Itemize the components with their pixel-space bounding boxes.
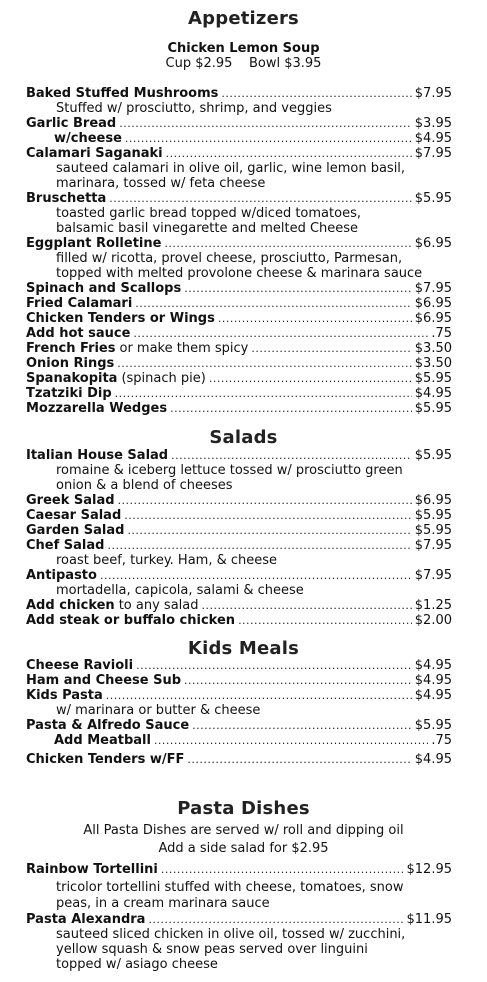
pasta-note: All Pasta Dishes are served w/ roll and dipping oil bbox=[83, 823, 404, 838]
soup-title: Chicken Lemon Soup bbox=[167, 41, 320, 56]
salads-heading: Salads bbox=[209, 427, 278, 448]
item-description: romaine & iceberg lettuce tossed w/ prosciutto green bbox=[56, 463, 403, 478]
item-description: onion & a blend of cheeses bbox=[56, 478, 233, 493]
menu-item: w/cheese ..... $4.95 bbox=[26, 131, 452, 146]
item-description: tricolor tortellini stuffed with cheese, tomatoes, snow bbox=[56, 880, 404, 895]
menu-item: Onion Rings ..... $3.50 bbox=[26, 356, 452, 371]
item-description: peas, in a cream marinara sauce bbox=[56, 896, 270, 911]
kids-heading: Kids Meals bbox=[187, 638, 300, 659]
menu-item: Greek Salad ..... $6.95 bbox=[26, 493, 452, 508]
item-description: filled w/ ricotta, provel cheese, prosciutto, Parmesan, bbox=[56, 251, 403, 266]
item-description: Stuffed w/ prosciutto, shrimp, and veggies bbox=[56, 101, 332, 116]
item-description: mortadella, capicola, salami & cheese bbox=[56, 583, 304, 598]
menu-item: Garden Salad ..... $5.95 bbox=[26, 523, 452, 538]
menu-item: Mozzarella Wedges ..... $5.95 bbox=[26, 401, 452, 416]
item-description: topped with melted provolone cheese & marinara sauce bbox=[56, 266, 423, 281]
menu-item: Antipasto ..... $7.95 bbox=[26, 568, 452, 583]
menu-item: Calamari Saganaki ..... $7.95 bbox=[26, 146, 452, 161]
menu-item: Spinach and Scallops ..... $7.95 bbox=[26, 281, 452, 296]
menu-item: Chef Salad ..... $7.95 bbox=[26, 538, 452, 553]
menu-item: Pasta & Alfredo Sauce ..... $5.95 bbox=[26, 718, 452, 733]
menu-item: Spanakopita (spinach pie) ..... $5.95 bbox=[26, 371, 452, 386]
menu-item: Cheese Ravioli ..... $4.95 bbox=[26, 658, 452, 673]
item-description: sauteed sliced chicken in olive oil, tossed w/ zucchini, bbox=[56, 927, 406, 942]
menu-item: Garlic Bread ..... $3.95 bbox=[26, 116, 452, 131]
menu-item: Kids Pasta ..... $4.95 bbox=[26, 688, 452, 703]
menu-item: Pasta Alexandra ..... $11.95 bbox=[26, 912, 452, 927]
menu-item: Rainbow Tortellini ..... $12.95 bbox=[26, 862, 452, 877]
menu-item: Bruschetta ..... $5.95 bbox=[26, 191, 452, 206]
menu-item: Tzatziki Dip ..... $4.95 bbox=[26, 386, 452, 401]
item-description: balsamic basil vinegarette and melted Cheese bbox=[56, 221, 359, 236]
menu-item: French Fries or make them spicy ..... $3.50 bbox=[26, 341, 452, 356]
menu-item: Add chicken to any salad ..... $1.25 bbox=[26, 598, 452, 613]
menu-item: Chicken Tenders w/FF ..... $4.95 bbox=[26, 752, 452, 767]
item-description: w/ marinara or butter & cheese bbox=[56, 703, 261, 718]
menu-item: Ham and Cheese Sub ..... $4.95 bbox=[26, 673, 452, 688]
menu-item: Add steak or buffalo chicken ..... $2.00 bbox=[26, 613, 452, 628]
menu-item: Add Meatball ..... .75 bbox=[26, 733, 452, 748]
menu-item: Eggplant Rolletine ..... $6.95 bbox=[26, 236, 452, 251]
menu-item: Fried Calamari ..... $6.95 bbox=[26, 296, 452, 311]
item-description: topped w/ asiago cheese bbox=[56, 957, 218, 972]
item-description: sauteed calamari in olive oil, garlic, wine lemon basil, bbox=[56, 161, 406, 176]
pasta-heading: Pasta Dishes bbox=[177, 798, 310, 819]
appetizers-heading: Appetizers bbox=[188, 8, 299, 29]
menu-item: Caesar Salad ..... $5.95 bbox=[26, 508, 452, 523]
item-description: yellow squash & snow peas served over linguini bbox=[56, 942, 368, 957]
soup-prices: Cup $2.95 Bowl $3.95 bbox=[165, 56, 322, 71]
pasta-side-salad-note: Add a side salad for $2.95 bbox=[158, 841, 329, 856]
item-description: marinara, tossed w/ feta cheese bbox=[56, 176, 266, 191]
item-description: roast beef, turkey. Ham, & cheese bbox=[56, 553, 278, 568]
item-description: toasted garlic bread topped w/diced tomatoes, bbox=[56, 206, 361, 221]
menu-item: Italian House Salad ..... $5.95 bbox=[26, 448, 452, 463]
menu-item: Baked Stuffed Mushrooms ..... $7.95 bbox=[26, 86, 452, 101]
menu-item: Add hot sauce ..... .75 bbox=[26, 326, 452, 341]
menu-item: Chicken Tenders or Wings ..... $6.95 bbox=[26, 311, 452, 326]
